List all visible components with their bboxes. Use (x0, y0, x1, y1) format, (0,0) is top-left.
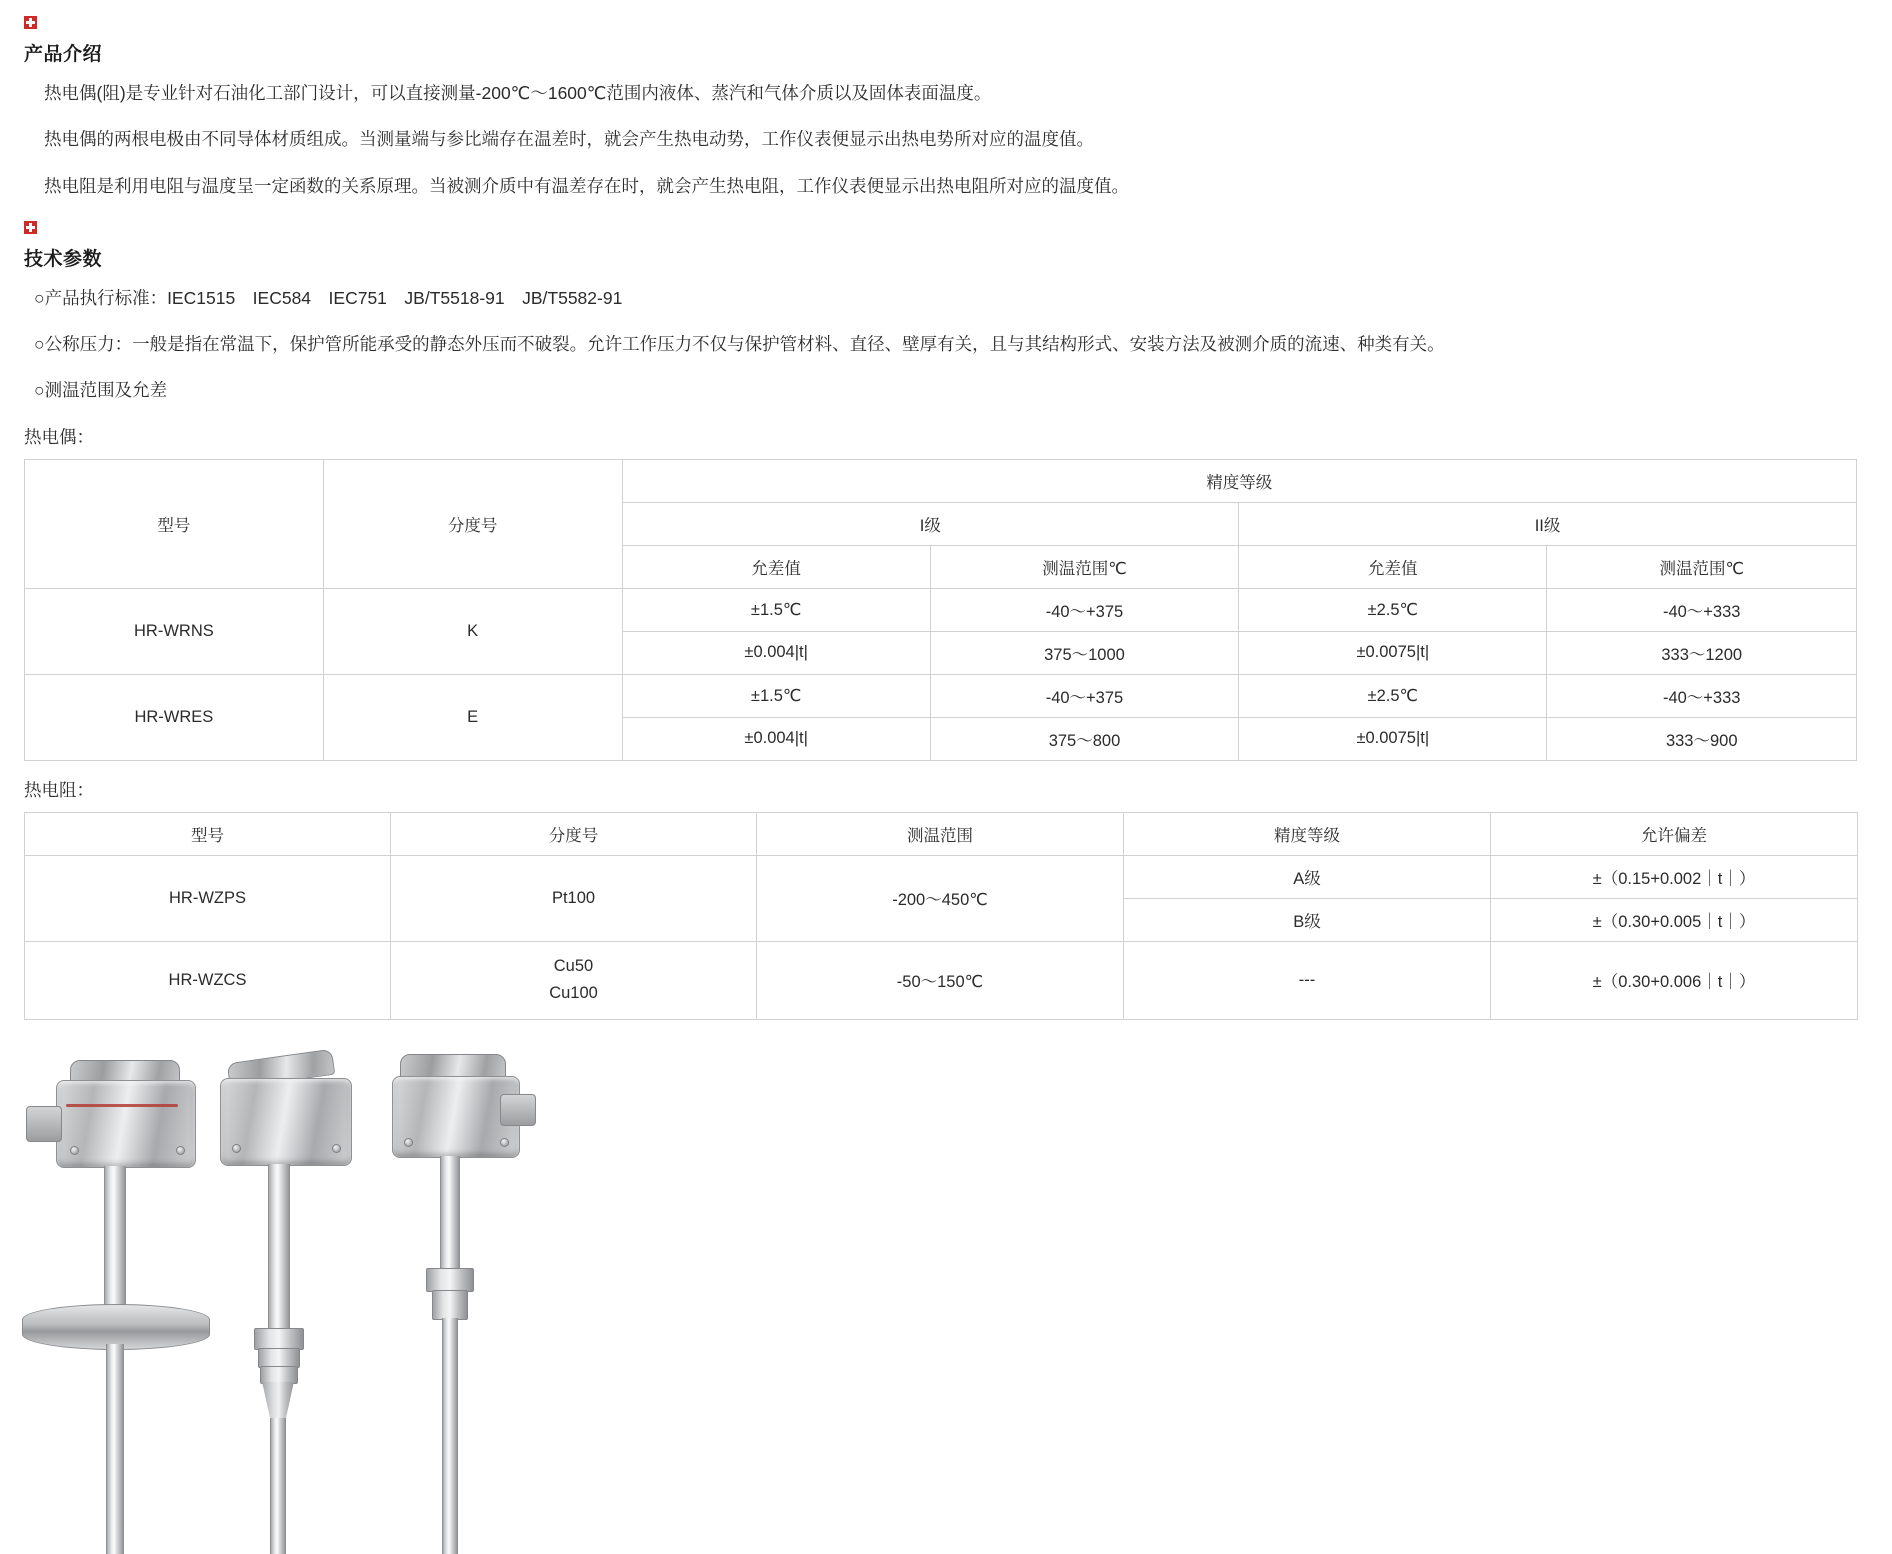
cell-range-1: 375～800 (930, 717, 1238, 760)
th-range-1: 测温范围℃ (930, 545, 1238, 588)
th-tolerance-1: 允差值 (622, 545, 930, 588)
intro-paragraph-3: 热电阻是利用电阻与温度呈一定函数的关系原理。当被测介质中有温差存在时，就会产生热电阻，工作仪表便显示出热电阻所对应的温度值。 (44, 175, 1129, 196)
cell-tolerance-2: ±2.5℃ (1239, 588, 1547, 631)
cell-tolerance-1: ±1.5℃ (622, 588, 930, 631)
cell-model: HR-WRNS (25, 588, 324, 674)
cell-class: B级 (1124, 898, 1491, 941)
thermocouple-table-label: 热电偶： (24, 426, 94, 447)
table-row (25, 459, 1857, 502)
plus-marker-icon (24, 16, 37, 29)
th-accuracy-class: 精度等级 (1124, 812, 1491, 855)
probe-thread-nut (432, 1290, 468, 1320)
intro-section-header (24, 14, 1892, 66)
probe-thread-nut (254, 1328, 304, 1350)
cell-tolerance-2: ±0.0075|t| (1239, 717, 1547, 760)
cell-range: -200～450℃ (757, 855, 1124, 941)
probe-cable-connector (500, 1094, 536, 1126)
probe-head (220, 1078, 352, 1166)
probe-screw (500, 1138, 509, 1147)
th-class-2: II级 (1239, 502, 1857, 545)
cell-tolerance: ±（0.30+0.005｜t｜） (1491, 898, 1858, 941)
spec-bullet-pressure: ○公称压力：一般是指在常温下，保护管所能承受的静态外压而不破裂。允许工作压力不仅与保护管材料、直径、壁厚有关，且与其结构形式、安装方法及被测介质的流速、种类有关。 (34, 334, 1445, 354)
cell-model: HR-WZCS (25, 941, 391, 1019)
th-model: 型号 (25, 812, 391, 855)
spec-bullet-standards: ○产品执行标准：IEC1515 IEC584 IEC751 JB/T5518-91 JB/T5582-91 (34, 287, 623, 308)
product-image-straight-threaded-thermocouple (378, 1054, 578, 1554)
cell-tolerance-1: ±0.004|t| (622, 631, 930, 674)
cell-range-1: 375～1000 (930, 631, 1238, 674)
cell-model: HR-WRES (25, 674, 324, 760)
rtd-table-label: 热电阻： (24, 779, 94, 800)
probe-lower-stem (442, 1318, 458, 1554)
probe-head-stripe (66, 1104, 178, 1107)
cell-range-1: -40～+375 (930, 674, 1238, 717)
probe-screw (176, 1146, 185, 1155)
cell-tolerance-1: ±0.004|t| (622, 717, 930, 760)
table-row (25, 674, 1857, 717)
specs-section-header (24, 219, 1892, 271)
th-class-1: I级 (622, 502, 1239, 545)
intro-paragraph-2: 热电偶的两根电极由不同导体材质组成。当测量端与参比端存在温差时，就会产生热电动势，工作仪表便显示出热电势所对应的温度值。 (44, 129, 1094, 150)
probe-cable-connector (26, 1106, 62, 1142)
table-row (25, 855, 1858, 898)
spec-bullet-range: ○测温范围及允差 (34, 380, 168, 401)
cell-class: A级 (1124, 855, 1491, 898)
table-row (25, 588, 1857, 631)
rtd-table (24, 812, 1858, 1020)
th-graduation: 分度号 (391, 812, 757, 855)
cell-model: HR-WZPS (25, 855, 391, 941)
probe-screw (404, 1138, 413, 1147)
cell-range-1: -40～+375 (930, 588, 1238, 631)
intro-paragraph-1: 热电偶(阻)是专业针对石油化工部门设计，可以直接测量-200℃～1600℃范围内液体、蒸汽和气体介质以及固体表面温度。 (44, 83, 992, 103)
th-range: 测温范围 (757, 812, 1124, 855)
probe-thread-nut (260, 1366, 298, 1384)
probe-thread-nut (426, 1268, 474, 1292)
cell-graduation: Pt100 (391, 855, 757, 941)
probe-taper (262, 1382, 294, 1420)
specs-title: 技术参数 (24, 248, 103, 270)
cell-range-2: -40～+333 (1547, 674, 1857, 717)
th-graduation: 分度号 (323, 459, 622, 588)
th-range-2: 测温范围℃ (1547, 545, 1857, 588)
intro-title: 产品介绍 (24, 44, 103, 65)
probe-upper-stem (268, 1164, 290, 1330)
cell-tolerance-1: ±1.5℃ (622, 674, 930, 717)
cell-graduation-line: Cu100 (549, 984, 598, 1002)
cell-range: -50～150℃ (757, 941, 1124, 1019)
probe-thread-nut (258, 1348, 300, 1368)
thermocouple-table (24, 459, 1857, 761)
table-row (25, 812, 1858, 855)
probe-screw (332, 1144, 341, 1153)
cell-graduation: K (323, 588, 622, 674)
cell-range-2: 333～900 (1547, 717, 1857, 760)
probe-screw (232, 1144, 241, 1153)
th-model: 型号 (25, 459, 324, 588)
product-image-row (8, 1034, 1892, 1554)
cell-range-2: -40～+333 (1547, 588, 1857, 631)
probe-upper-stem (104, 1166, 126, 1314)
cell-class: --- (1124, 941, 1491, 1019)
plus-marker-icon (24, 221, 37, 234)
cell-range-2: 333～1200 (1547, 631, 1857, 674)
th-tolerance-2: 允差值 (1239, 545, 1547, 588)
probe-head (56, 1080, 196, 1168)
cell-graduation: E (323, 674, 622, 760)
cell-graduation-multi (391, 941, 757, 1019)
th-tolerance: 允许偏差 (1491, 812, 1858, 855)
cell-tolerance-2: ±2.5℃ (1239, 674, 1547, 717)
probe-upper-stem (440, 1156, 460, 1270)
cell-tolerance-2: ±0.0075|t| (1239, 631, 1547, 674)
cell-tolerance: ±（0.15+0.002｜t｜） (1491, 855, 1858, 898)
cell-tolerance: ±（0.30+0.006｜t｜） (1491, 941, 1858, 1019)
probe-screw (70, 1146, 79, 1155)
table-row (25, 941, 1858, 1019)
probe-lower-stem (270, 1418, 286, 1554)
probe-lower-stem (106, 1344, 124, 1554)
cell-graduation-line: Cu50 (553, 957, 594, 975)
th-accuracy-class: 精度等级 (622, 459, 1857, 502)
